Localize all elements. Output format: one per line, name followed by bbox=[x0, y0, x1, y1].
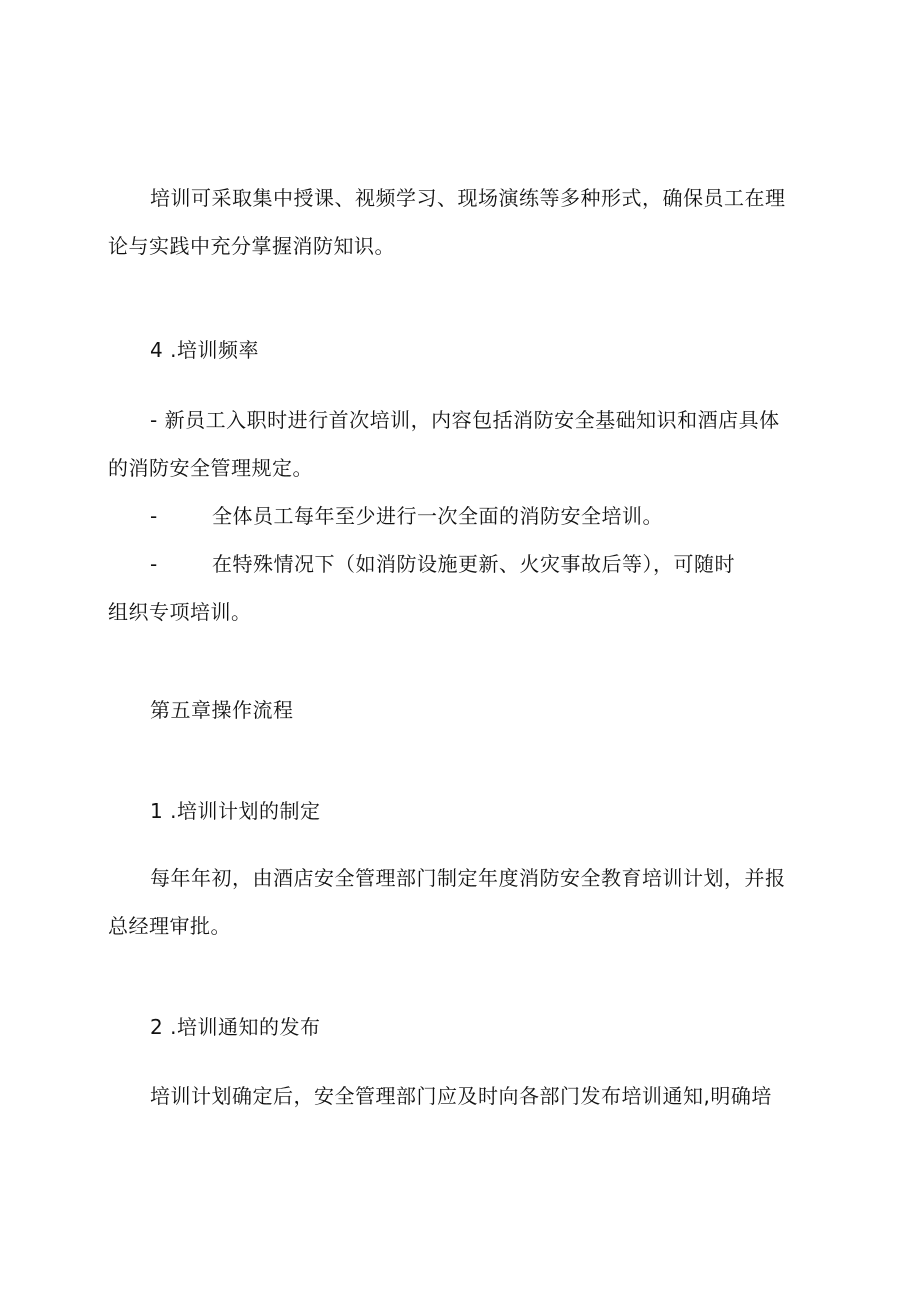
paragraph-training-notice-line-1: 培训计划确定后，安全管理部门应及时向各部门发布培训通知,明确培 bbox=[150, 1084, 772, 1108]
bullet-special-cases-line-2: 组织专项培训。 bbox=[108, 600, 252, 624]
bullet-annual-training: 全体员工每年至少进行一次全面的消防安全培训。 bbox=[212, 504, 663, 528]
bullet-new-employee-line-2: 的消防安全管理规定。 bbox=[108, 456, 313, 480]
paragraph-training-plan-line-2: 总经理审批。 bbox=[108, 914, 231, 938]
bullet-special-cases-line-1: 在特殊情况下（如消防设施更新、火灾事故后等），可随时 bbox=[212, 552, 735, 576]
heading-training-plan: 1 .培训计划的制定 bbox=[150, 799, 321, 823]
paragraph-training-forms-line-1: 培训可采取集中授课、视频学习、现场演练等多种形式，确保员工在理 bbox=[150, 186, 786, 210]
bullet-dash: - bbox=[150, 552, 158, 576]
bullet-new-employee-line-1: - 新员工入职时进行首次培训，内容包括消防安全基础知识和酒店具体 bbox=[150, 408, 780, 432]
heading-training-frequency: 4 .培训频率 bbox=[150, 338, 259, 362]
paragraph-training-forms-line-2: 论与实践中充分掌握消防知识。 bbox=[108, 234, 395, 258]
paragraph-training-plan-line-1: 每年年初，由酒店安全管理部门制定年度消防安全教育培训计划，并报 bbox=[150, 866, 786, 890]
heading-training-notice: 2 .培训通知的发布 bbox=[150, 1015, 321, 1039]
bullet-dash: - bbox=[150, 504, 158, 528]
chapter-title: 第五章操作流程 bbox=[150, 698, 294, 722]
